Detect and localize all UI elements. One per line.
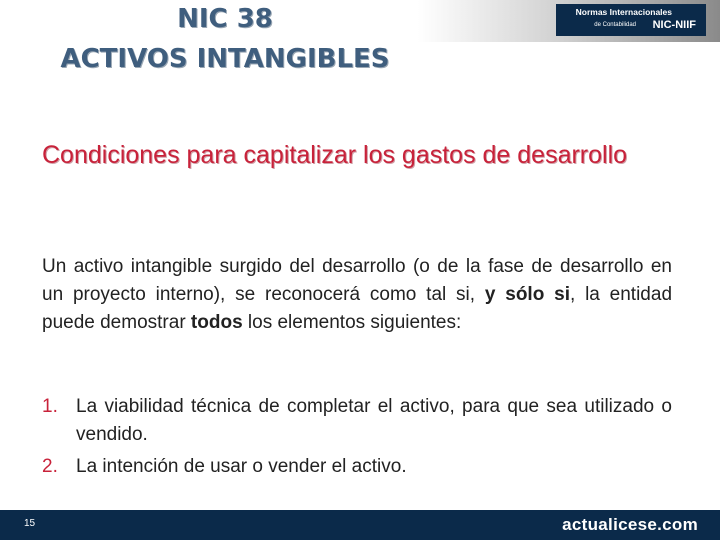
logo-line-1: Normas Internacionales — [575, 7, 672, 17]
logo-line-3: NIC-NIIF — [652, 19, 696, 31]
paragraph-text-1: Un activo intangible surgido del desarrollo (o de la fase de desarrollo en un proyecto interno), se reconocerá como tal si, — [42, 256, 672, 305]
paragraph-emphasis-2: todos — [190, 312, 243, 333]
list-item — [42, 453, 672, 481]
logo-line-2: de Contabilidad — [594, 22, 636, 28]
list-item-number: 1. — [42, 396, 58, 417]
slide-title-line-1: NIC 38 — [177, 4, 273, 34]
list-item-text: La viabilidad técnica de completar el activo, para que sea utilizado o vendido. — [76, 396, 672, 445]
body-paragraph — [42, 253, 672, 337]
conditions-list — [42, 393, 672, 481]
paragraph-text-3: los elementos siguientes: — [242, 312, 462, 333]
slide-subtitle: Condiciones para capitalizar los gastos de desarrollo — [42, 141, 628, 169]
page-number: 15 — [24, 518, 36, 529]
footer-bar — [0, 510, 720, 540]
footer-brand-logo: actualicese.com — [562, 515, 698, 534]
slide-title-line-2: ACTIVOS INTANGIBLES — [60, 44, 390, 74]
nic-niif-logo — [556, 4, 706, 36]
list-item-number: 2. — [42, 456, 58, 477]
list-item-text: La intención de usar o vender el activo. — [76, 456, 407, 477]
list-item — [42, 393, 672, 449]
paragraph-emphasis-1: y sólo si — [484, 284, 570, 305]
paragraph-text-2: , la entidad puede demostrar — [42, 284, 673, 333]
